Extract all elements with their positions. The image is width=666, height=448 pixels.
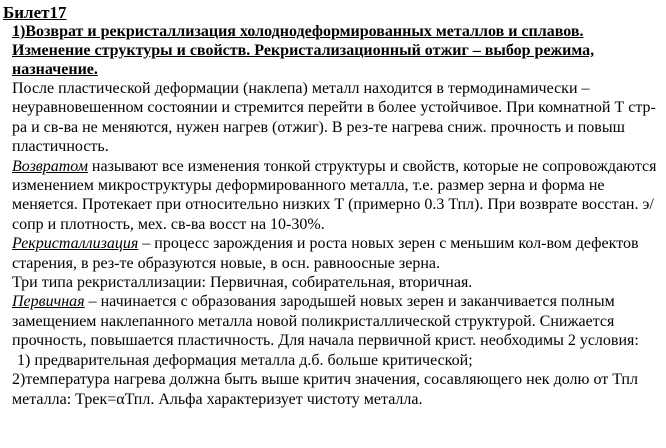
intro-paragraph: После пластической деформации (наклепа) металл находится в термодинамически – неуравновешенном состоянии и стремится перейти в более устойчивое. При комнатной Т стр-ра и св-ва не меняются, нужен нагрев (отжиг). В рез-те нагрева сниж. прочность и повыш пластичность.	[12, 80, 656, 156]
recrystallization-term: Рекристаллизация	[12, 235, 139, 253]
primary-paragraph	[12, 292, 660, 350]
recovery-text: называют все изменения тонкой структуры и свойств, которые не сопровождаются изменением микроструктуры деформированного металла, т.е. размер зерна и форма не меняется. Протекает при относительно низких Т (примерно 0.3 Тпл). При возврате восстан. э/сопр и плотность, мех. св-ва восст на 10-30%.	[12, 157, 657, 233]
types-paragraph: Три типа рекристаллизации: Первичная, собирательная, вторичная.	[12, 274, 473, 292]
primary-term: Первичная	[12, 293, 85, 311]
condition-1: 1) предварительная деформация металла д.б. больше критической;	[17, 351, 473, 369]
recovery-term: Возвратом	[12, 157, 88, 175]
recovery-paragraph	[12, 157, 660, 235]
ticket-title: Билет17	[3, 3, 67, 22]
recrystallization-text: – процесс зарождения и роста новых зерен с меньшим кол-вом дефектов старения, в рез-те образуются новые, в осн. равноосные зерна.	[12, 235, 639, 272]
recrystallization-paragraph	[12, 234, 660, 273]
question-heading: 1)Возврат и рекристаллизация холоднодеформированных металлов и сплавов. Изменение структуры и свойств. Рекристализационный отжиг – выбор режима, назначение.	[12, 23, 595, 78]
primary-text: – начинается с образования зародышей новых зерен и заканчивается полным замещением наклепанного металла новой поликристаллической структурой. Снижается прочность, повышается пластичность. Для начала первичной крист. необходимы 2 условия:	[12, 293, 639, 350]
condition-2: 2)температура нагрева должна быть выше критич значения, сосавляющего нек долю от Тпл металла: Трек=αТпл. Альфа характеризует чистоту металла.	[12, 371, 638, 408]
